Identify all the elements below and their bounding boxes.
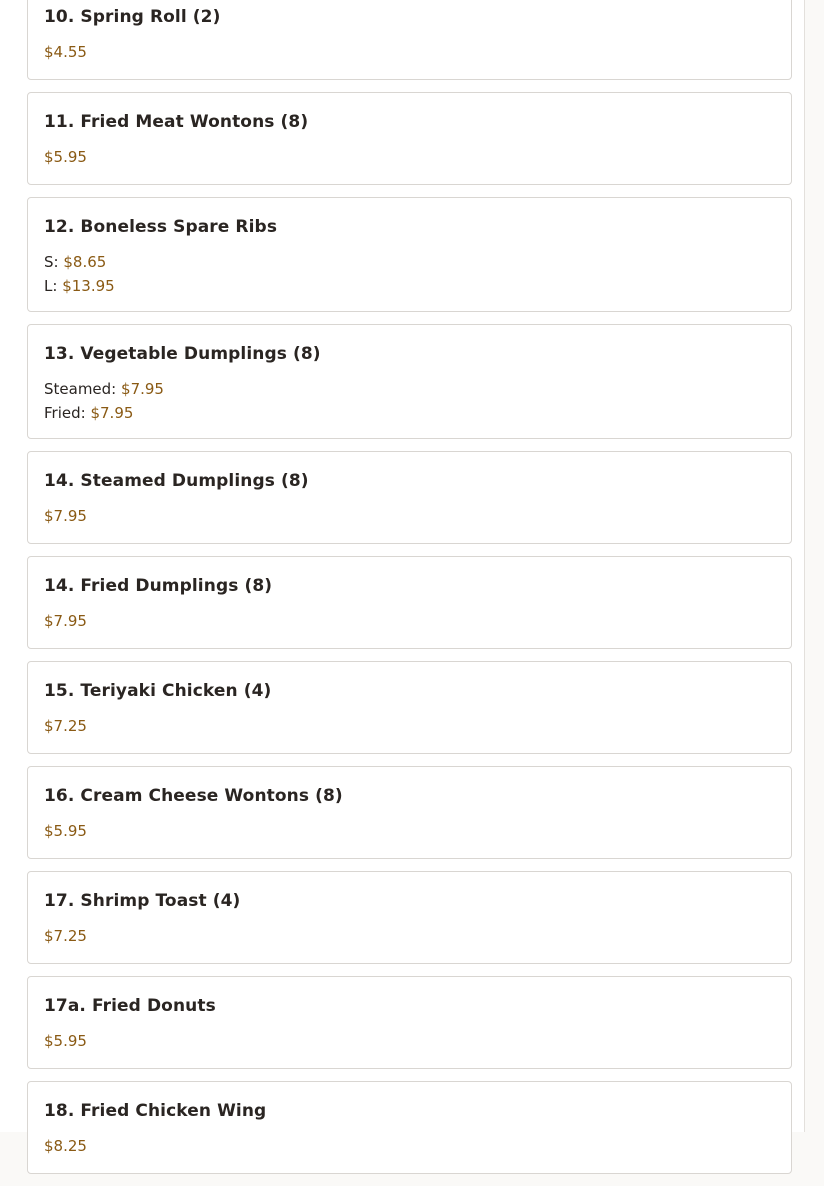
menu-item-card[interactable]	[27, 197, 792, 312]
menu-item-card[interactable]	[27, 871, 792, 964]
menu-item-price: $8.25	[44, 1137, 87, 1155]
menu-item-name: 15. Teriyaki Chicken (4)	[44, 681, 272, 701]
menu-item-card[interactable]	[27, 451, 792, 544]
menu-item-card[interactable]	[27, 556, 792, 649]
menu-item-name: 13. Vegetable Dumplings (8)	[44, 344, 321, 364]
menu-item-price: $7.25	[44, 927, 87, 945]
menu-item-card[interactable]	[27, 1081, 792, 1174]
menu-item-price-line	[44, 504, 775, 528]
size-label: L:	[44, 277, 58, 295]
menu-item-name: 17. Shrimp Toast (4)	[44, 891, 241, 911]
menu-item-price-line	[44, 1029, 775, 1053]
menu-item-price-line	[44, 250, 775, 274]
menu-item-price: $4.55	[44, 43, 87, 61]
menu-item-price-line	[44, 40, 775, 64]
menu-item-price-line	[44, 145, 775, 169]
size-label: S:	[44, 253, 59, 271]
menu-item-card[interactable]	[27, 324, 792, 439]
option-label: Fried:	[44, 404, 86, 422]
menu-item-price-line	[44, 924, 775, 948]
menu-item-price-line	[44, 819, 775, 843]
menu-item-price-line	[44, 1134, 775, 1158]
menu-item-card[interactable]	[27, 766, 792, 859]
menu-item-price: $7.95	[44, 612, 87, 630]
menu-item-price: $7.25	[44, 717, 87, 735]
menu-item-price: $7.95	[44, 507, 87, 525]
menu-item-card[interactable]	[27, 92, 792, 185]
option-label: Steamed:	[44, 380, 117, 398]
menu-item-price-line	[44, 377, 775, 401]
menu-item-price-line	[44, 274, 775, 298]
menu-item-card[interactable]	[27, 0, 792, 80]
menu-item-name: 14. Steamed Dumplings (8)	[44, 471, 309, 491]
menu-item-price-line	[44, 609, 775, 633]
menu-item-price: $5.95	[44, 148, 87, 166]
menu-item-card[interactable]	[27, 976, 792, 1069]
menu-item-name: 18. Fried Chicken Wing	[44, 1101, 267, 1121]
menu-item-price: $8.65	[63, 253, 107, 271]
menu-item-name: 11. Fried Meat Wontons (8)	[44, 112, 309, 132]
menu-item-name: 10. Spring Roll (2)	[44, 7, 221, 27]
menu-item-list	[27, 0, 792, 1186]
menu-item-price: $13.95	[62, 277, 115, 295]
menu-item-name: 17a. Fried Donuts	[44, 996, 216, 1016]
menu-item-name: 16. Cream Cheese Wontons (8)	[44, 786, 343, 806]
menu-item-price-line	[44, 714, 775, 738]
menu-item-name: 14. Fried Dumplings (8)	[44, 576, 273, 596]
menu-item-price-line	[44, 401, 775, 425]
menu-item-card[interactable]	[27, 661, 792, 754]
menu-item-price: $5.95	[44, 1032, 87, 1050]
menu-item-price: $7.95	[121, 380, 164, 398]
menu-item-price: $5.95	[44, 822, 87, 840]
menu-item-name: 12. Boneless Spare Ribs	[44, 217, 278, 237]
menu-item-price: $7.95	[90, 404, 134, 422]
